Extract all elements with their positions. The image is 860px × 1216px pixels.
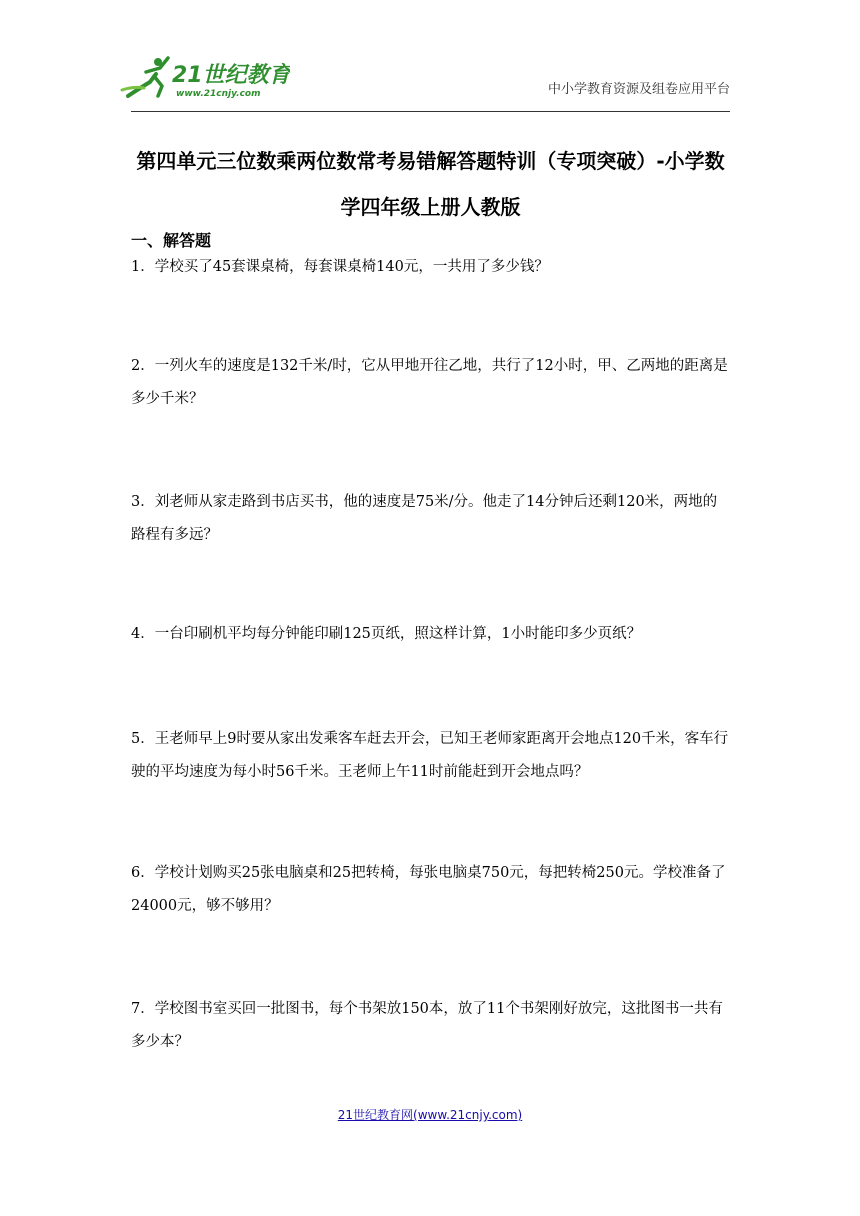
platform-label: 中小学教育资源及组卷应用平台	[547, 82, 730, 97]
runner-logo-icon	[120, 52, 290, 102]
page-title: 第四单元三位数乘两位数常考易错解答题特训（专项突破）-小学数学四年级上册人教版	[136, 149, 725, 219]
question-6: 6．学校计划购买25张电脑桌和25把转椅，每张电脑桌750元，每把转椅250元。学校准备了24000元，够不够用？	[131, 865, 726, 914]
page-footer	[0, 1106, 860, 1123]
footer-link[interactable]: 21世纪教育网(www.21cnjy.com)	[337, 1108, 523, 1122]
question-5: 5．王老师早上9时要从家出发乘客车赶去开会，已知王老师家距离开会地点120千米，客车行驶的平均速度为每小时56千米。王老师上午11时前能赶到开会地点吗？	[131, 731, 729, 780]
logo-text: 21世纪教育	[172, 63, 290, 88]
question-2: 2．一列火车的速度是132千米/时，它从甲地开往乙地，共行了12小时，甲、乙两地的距离是多少千米？	[131, 358, 728, 407]
question-3: 3．刘老师从家走路到书店买书，他的速度是75米/分。他走了14分钟后还剩120米，两地的路程有多远？	[131, 494, 718, 543]
site-logo	[120, 52, 290, 102]
question-4: 4．一台印刷机平均每分钟能印刷125页纸，照这样计算，1小时能印多少页纸？	[131, 626, 642, 642]
section-heading: 一、解答题	[131, 231, 212, 250]
question-7: 7．学校图书室买回一批图书，每个书架放150本，放了11个书架刚好放完，这批图书一共有多少本？	[131, 1001, 723, 1050]
header-divider	[131, 111, 730, 112]
page-header	[0, 0, 860, 115]
question-1: 1．学校买了45套课桌椅，每套课桌椅140元，一共用了多少钱？	[131, 259, 549, 275]
logo-url: www.21cnjy.com	[176, 89, 261, 99]
